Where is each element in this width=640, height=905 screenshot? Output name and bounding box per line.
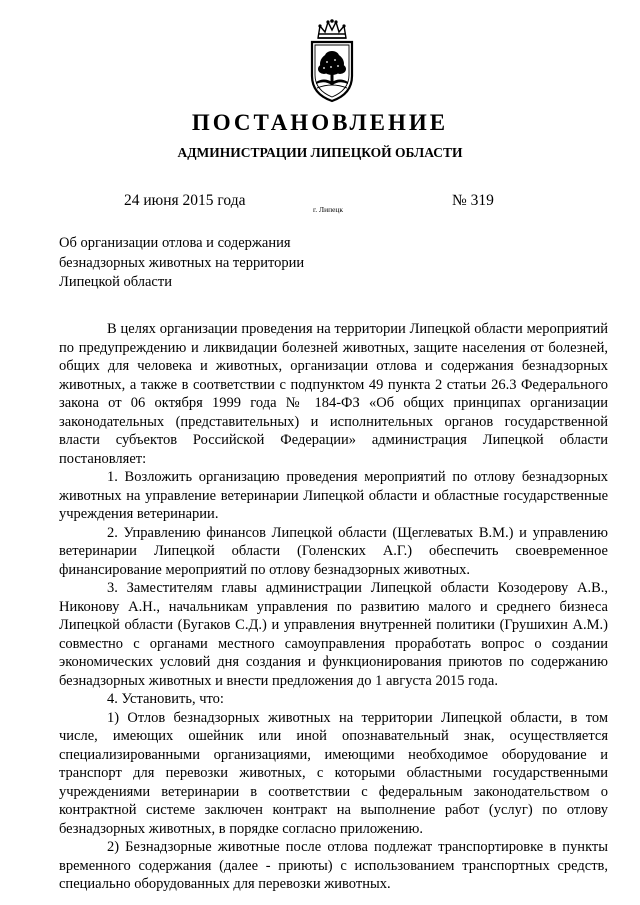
body-paragraph: 1. Возложить организацию проведения мероприятий по отлову безнадзорных животных на управление ветеринарии Липецкой области и областные государственные учреждения ветеринарии. <box>59 469 608 522</box>
document-city: г. Липецк <box>313 205 344 214</box>
document-issuer: АДМИНИСТРАЦИИ ЛИПЕЦКОЙ ОБЛАСТИ <box>177 145 463 160</box>
lipetsk-coat-of-arms-icon <box>304 18 360 104</box>
body-paragraph: 3. Заместителям главы администрации Липецкой области Козодерову А.В., Никонову А.Н., начальникам управления по развитию малого и среднего бизнеса Липецкой области (Бугаков С.Д.) и управления внутренней политики (Грушихин А.М.) совместно с органами местного самоуправления проработать вопрос о создании экономических условий дня создания и функционирования приютов по содержанию безнадзорных животных и внести предложения до 1 августа 2015 года. <box>59 580 608 689</box>
document-number: № 319 <box>452 192 494 209</box>
body-paragraph: 4. Установить, что: <box>107 691 224 707</box>
body-paragraph: 2) Безнадзорные животные после отлова подлежат транспортировке в пункты временного содержания (далее - приюты) с использованием транспортных средств, специально оборудованных для перевозки животных. <box>59 839 608 892</box>
body-paragraph: 2. Управлению финансов Липецкой области (Щеглеватых В.М.) и управлению ветеринарии Липецкой области (Голенских А.Г.) обеспечить своевременное финансирование мероприятий по отлову безнадзорных животных. <box>59 524 608 578</box>
subject-line: безнадзорных животных на территории <box>59 254 305 271</box>
body-paragraph: 1) Отлов безнадзорных животных на территории Липецкой области, в том числе, имеющих ошейник или иной опознавательный знак, осуществляется специализированными организациями, имеющими необходимое оборудование и транспорт для перевозки животных, с которыми областными государственными учреждениями ветеринарии в соответствии с федеральным законодательством о контрактной системе заключен контракт на выполнение работ (услуг) по отлову безнадзорных животных, в порядке согласно приложению. <box>59 709 608 837</box>
body-paragraph: В целях организации проведения на территории Липецкой области мероприятий по предупреждению и ликвидации болезней животных, защите населения от болезней, общих для человека и животных, организации отлова и содержания безнадзорных животных, а также в соответствии с подпунктом 49 пункта 2 статьи 26.3 Федерального закона от 06 октября 1999 года № 184-ФЗ «Об общих принципах организации законодательных (представительных) и исполнительных органов государственной власти субъектов Российской Федерации» администрация Липецкой области постановляет: <box>59 321 608 467</box>
document-subject <box>59 234 339 293</box>
subject-line: Липецкой области <box>59 274 172 290</box>
document-type-title: ПОСТАНОВЛЕНИЕ <box>191 110 449 135</box>
document-date: 24 июня 2015 года <box>124 192 246 209</box>
subject-line: Об организации отлова и содержания <box>59 235 291 251</box>
document-body <box>59 320 608 894</box>
